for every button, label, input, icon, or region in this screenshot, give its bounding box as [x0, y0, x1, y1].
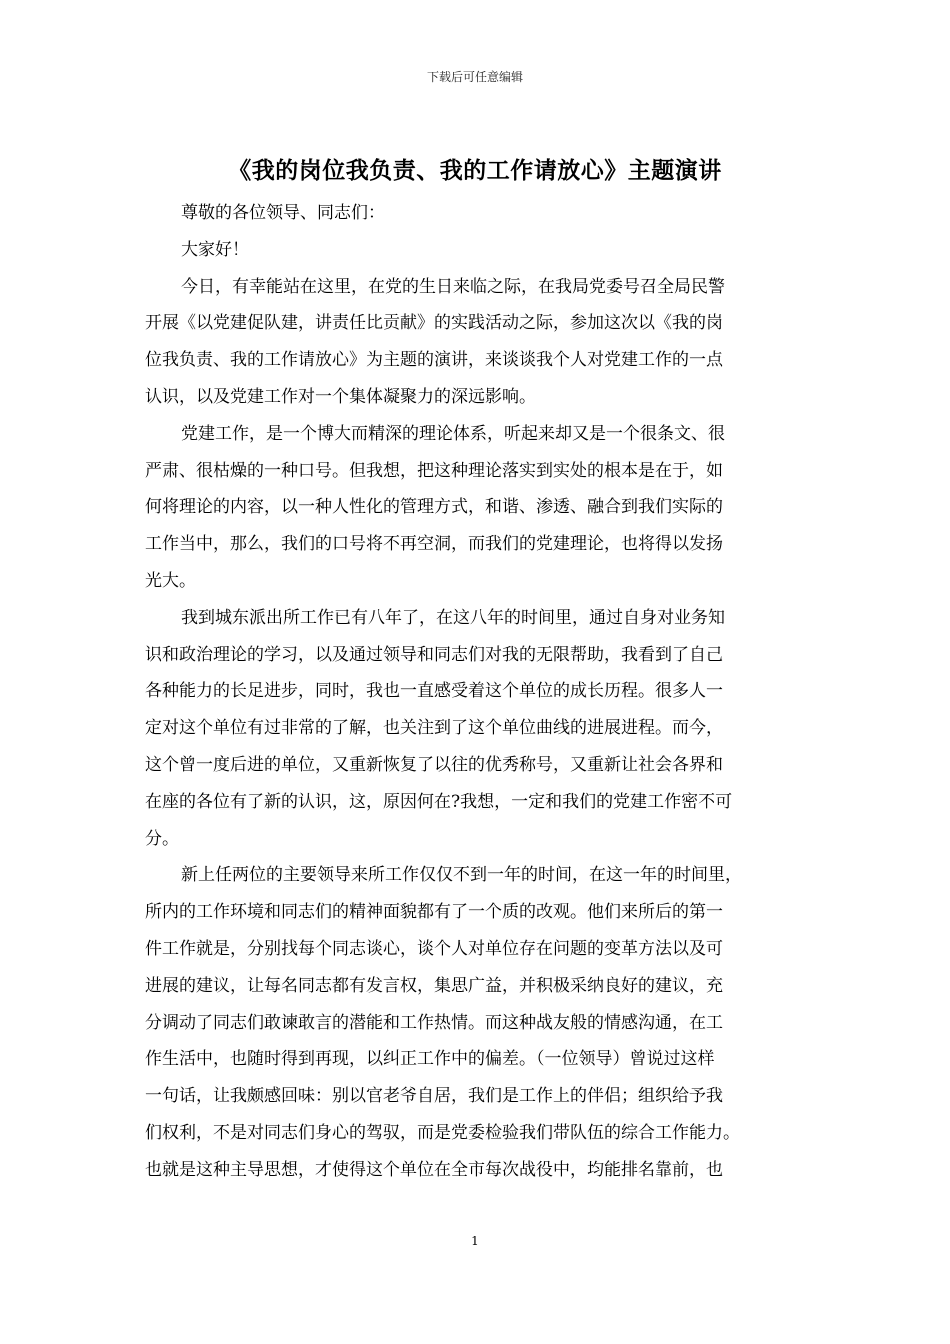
document-body [145, 195, 821, 1189]
paragraph-line: 作生活中，也随时得到再现，以纠正工作中的偏差。（一位领导）曾说过这样 [145, 1049, 715, 1070]
paragraph-line: 这个曾一度后进的单位，又重新恢复了以往的优秀称号，又重新让社会各界和 [145, 754, 723, 775]
paragraph-line: 何将理论的内容，以一种人性化的管理方式，和谐、渗透、融合到我们实际的 [145, 497, 723, 518]
paragraph-line: 认识，以及党建工作对一个集体凝聚力的深远影响。 [145, 386, 536, 407]
paragraph-line: 各种能力的长足进步，同时，我也一直感受着这个单位的成长历程。很多人一 [145, 681, 723, 702]
paragraph-line: 光大。 [145, 570, 196, 591]
paragraph-line: 严肃、很枯燥的一种口号。但我想，把这种理论落实到实处的根本是在于，如 [145, 460, 723, 481]
paragraph-line: 们权利，不是对同志们身心的驾驭，而是党委检验我们带队伍的综合工作能力。 [145, 1122, 740, 1143]
paragraph-line: 工作当中，那么，我们的口号将不再空洞，而我们的党建理论，也将得以发扬 [145, 534, 723, 555]
paragraph-line: 进展的建议，让每名同志都有发言权，集思广益，并积极采纳良好的建议，充 [145, 975, 723, 996]
header-note: 下载后可任意编辑 [426, 70, 523, 84]
paragraph-line: 也就是这种主导思想，才使得这个单位在全市每次战役中，均能排名靠前，也 [145, 1159, 723, 1180]
greeting-line: 大家好！ [181, 239, 249, 260]
paragraph-line: 定对这个单位有过非常的了解，也关注到了这个单位曲线的进展进程。而今， [145, 718, 723, 739]
paragraph-line: 今日，有幸能站在这里，在党的生日来临之际，在我局党委号召全局民警 [181, 276, 725, 297]
paragraph-line: 我到城东派出所工作已有八年了，在这八年的时间里，通过自身对业务知 [181, 607, 725, 628]
paragraph-line: 分调动了同志们敢谏敢言的潜能和工作热情。而这种战友般的情感沟通，在工 [145, 1012, 723, 1033]
paragraph-line: 在座的各位有了新的认识，这，原因何在?我想，一定和我们的党建工作密不可 [145, 791, 733, 812]
paragraph-line: 件工作就是，分别找每个同志谈心，谈个人对单位存在问题的变革方法以及可 [145, 938, 723, 959]
page-number: 1 [471, 1234, 479, 1248]
paragraph-line: 位我负责、我的工作请放心》为主题的演讲，来谈谈我个人对党建工作的一点 [145, 350, 723, 371]
document-title: 《我的岗位我负责、我的工作请放心》主题演讲 [228, 157, 722, 184]
paragraph-line: 开展《以党建促队建，讲责任比贡献》的实践活动之际，参加这次以《我的岗 [145, 313, 723, 334]
paragraph-line: 党建工作，是一个博大而精深的理论体系，听起来却又是一个很条文、很 [181, 423, 725, 444]
paragraph-line: 一句话，让我颇感回味：别以官老爷自居，我们是工作上的伴侣；组织给予我 [145, 1086, 723, 1107]
paragraph-line: 识和政治理论的学习，以及通过领导和同志们对我的无限帮助，我看到了自己 [145, 644, 723, 665]
paragraph-line: 所内的工作环境和同志们的精神面貌都有了一个质的改观。他们来所后的第一 [145, 902, 723, 923]
paragraph-line: 新上任两位的主要领导来所工作仅仅不到一年的时间，在这一年的时间里， [181, 865, 742, 886]
salutation-line: 尊敬的各位领导、同志们： [181, 203, 385, 223]
paragraph-line: 分。 [145, 828, 179, 849]
